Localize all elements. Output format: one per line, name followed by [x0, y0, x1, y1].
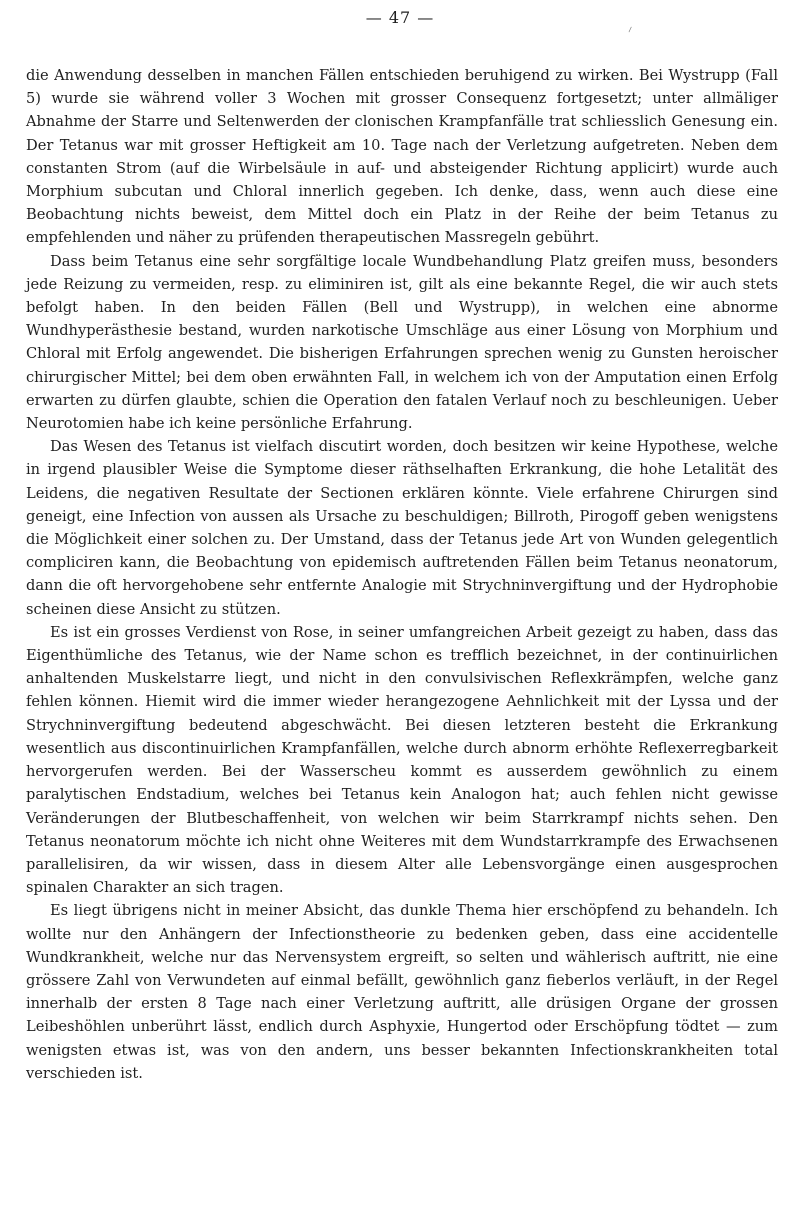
- printer-mark: ⸝: [623, 19, 635, 35]
- paragraph-3: Das Wesen des Tetanus ist vielfach discutirt worden, doch besitzen wir keine Hypothese, welche in irgend plausibler Weise die Symptome dieser räthselhaften Erkrankung, die hohe Letalität des Leidens, die negativen Resultate der Sectionen erklären könnte. Viele erfahrene Chirurgen sind geneigt, eine Infection von aussen als Ursache zu beschuldigen; Billroth, Pirogoff geben wenigstens die Möglichkeit einer solchen zu. Der Umstand, dass der Tetanus jede Art von Wunden gelegentlich compliciren kann, die Beobachtung von epidemisch auftretenden Fällen beim Tetanus neonatorum, dann die oft hervorgehobene sehr entfernte Analogie mit Strychninvergiftung und der Hydrophobie scheinen diese Ansicht zu stützen.: [26, 438, 778, 618]
- paragraph-4: Es ist ein grosses Verdienst von Rose, in seiner umfangreichen Arbeit gezeigt zu haben, dass das Eigenthümliche des Tetanus, wie der Name schon es trefflich bezeichnet, in der continuirlichen anhaltenden Muskelstarre liegt, und nicht in den convulsivischen Reflexkrämpfen, welche ganz fehlen können. Hiemit wird die immer wieder herangezogene Aehnlichkeit mit der Lyssa und der Strychninvergiftung bedeutend abgeschwächt. Bei diesen letzteren besteht die Erkrankung wesentlich aus discontinuirlichen Krampfanfällen, welche durch abnorm erhöhte Reflexerregbarkeit hervorgerufen werden. Bei der Wasserscheu kommt es ausserdem gewöhnlich zu einem paralytischen Endstadium, welches bei Tetanus kein Analogon hat; auch fehlen nicht gewisse Veränderungen der Blutbeschaffenheit, von welchen wir beim Starrkrampf nichts sehen. Den Tetanus neonatorum möchte ich nicht ohne Weiteres mit dem Wundstarrkrampfe des Erwachsenen parallelisiren, da wir wissen, dass in diesem Alter alle Lebensvorgänge einen ausgesprochen spinalen Charakter an sich tragen.: [26, 623, 778, 897]
- page-number: — 47 —: [365, 8, 435, 27]
- paragraph-5: Es liegt übrigens nicht in meiner Absicht, das dunkle Thema hier erschöpfend zu behandeln. Ich wollte nur den Anhängern der Infectionstheorie zu bedenken geben, dass eine accidentelle Wundkrankheit, welche nur das Nervensystem ergreift, so selten und wählerisch auftritt, nie eine grössere Zahl von Verwundeten auf einmal befällt, gewöhnlich ganz fieberlos verläuft, in der Regel innerhalb der ersten 8 Tage nach einer Verletzung auftritt, alle drüsigen Organe der grossen Leibeshöhlen unberührt lässt, endlich durch Asphyxie, Hungertod oder Erschöpfung tödtet — zum wenigsten etwas ist, was von den andern, uns besser bekannten Infectionskrankheiten total verschieden ist.: [26, 902, 778, 1082]
- body-text: [26, 64, 778, 1085]
- paragraph-1: die Anwendung desselben in manchen Fällen entschieden beruhigend zu wirken. Bei Wystrupp (Fall 5) wurde sie während voller 3 Wochen mit grosser Consequenz fortgesetzt; unter allmäliger Abnahme der Starre und Seltenwerden der clonischen Krampfanfälle trat schliesslich Genesung ein. Der Tetanus war mit grosser Heftigkeit am 10. Tage nach der Verletzung aufgetreten. Neben dem constanten Strom (auf die Wirbelsäule in auf- und absteigender Richtung applicirt) wurde auch Morphium subcutan und Chloral innerlich gegeben. Ich denke, dass, wenn auch diese eine Beobachtung nichts beweist, dem Mittel doch ein Platz in der Reihe der beim Tetanus zu empfehlenden und näher zu prüfenden therapeutischen Massregeln gebührt.: [26, 67, 778, 247]
- paragraph-2: Dass beim Tetanus eine sehr sorgfältige locale Wundbehandlung Platz greifen muss, besonders jede Reizung zu vermeiden, resp. zu eliminiren ist, gilt als eine bekannte Regel, die wir auch stets befolgt haben. In den beiden Fällen (Bell und Wystrupp), in welchen eine abnorme Wundhyperästhesie bestand, wurden narkotische Umschläge aus einer Lösung von Morphium und Chloral mit Erfolg angewendet. Die bisherigen Erfahrungen sprechen wenig zu Gunsten heroischer chirurgischer Mittel; bei dem oben erwähnten Fall, in welchem ich von der Amputation einen Erfolg erwarten zu dürfen glaubte, schien die Operation den fatalen Verlauf noch zu beschleunigen. Ueber Neurotomien habe ich keine persönliche Erfahrung.: [26, 252, 778, 433]
